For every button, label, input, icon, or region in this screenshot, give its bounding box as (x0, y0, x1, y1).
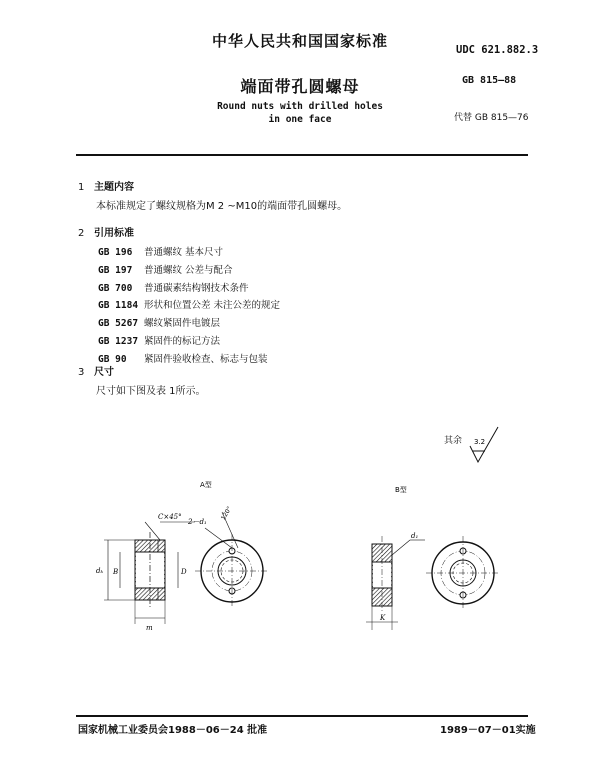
section-2-number: 2 (78, 228, 85, 239)
reference-item: GB 1184 形状和位置公差 未注公差的规定 (98, 300, 281, 312)
roughness-note-label: 其余 (444, 436, 463, 446)
reference-item: GB 700 普通碳素结构钢技术条件 (98, 282, 249, 294)
dim-m-label: m (146, 624, 153, 632)
section-1-text: 本标准规定了螺纹规格为M 2 ~M10的端面带孔圆螺母。 (96, 201, 348, 212)
document-title: 端面带孔圆螺母 (240, 77, 360, 96)
angle-label: 120° (219, 505, 234, 522)
section-3-number: 3 (78, 367, 85, 378)
standard-number: GB 815—88 (462, 75, 517, 86)
chamfer-label: C×45° (158, 513, 182, 521)
dim-d-label: D (181, 568, 187, 576)
english-title-line-1: Round nuts with drilled holes (217, 101, 383, 112)
reference-item: GB 196 普通螺纹 基本尺寸 (98, 247, 224, 258)
type-a-face-view (195, 512, 269, 608)
section-3-text: 尺寸如下图及表 1所示。 (96, 386, 206, 397)
issuing-authority: 中华人民共和国国家标准 (211, 32, 388, 50)
reference-item: GB 90 紧固件验收检查、标志与包装 (98, 353, 268, 365)
type-a-label: A型 (200, 481, 212, 489)
replaces-note: 代替 GB 815—76 (454, 113, 529, 123)
type-b-section-view (366, 536, 425, 630)
type-b-label: B型 (395, 486, 407, 494)
section-3-title: 尺寸 (94, 367, 114, 378)
roughness-value: 3.2 (474, 438, 486, 446)
effective-date: 1989－07－01实施 (440, 725, 536, 736)
dim-d1-label: d₁ (411, 532, 419, 540)
reference-item: GB 1237 紧固件的标记方法 (98, 335, 221, 347)
holes-label: 2－d₁ (188, 518, 207, 526)
section-1-title: 主题内容 (94, 182, 134, 193)
reference-item: GB 5267 螺纹紧固件电镀层 (98, 318, 221, 330)
reference-item: GB 197 普通螺纹 公差与配合 (98, 264, 233, 276)
footer-divider (76, 715, 528, 717)
english-title-line-2: in one face (268, 114, 332, 125)
type-b-face-view (426, 536, 500, 610)
section-2-title: 引用标准 (94, 228, 134, 239)
dim-dk-label: dₖ (96, 567, 104, 575)
approval-date: 国家机械工业委员会1988－06－24 批准 (78, 725, 268, 736)
section-1-number: 1 (78, 182, 85, 193)
dim-k-label: K (380, 614, 386, 622)
dim-b-label: B (113, 568, 119, 576)
udc-number: UDC 621.882.3 (456, 44, 539, 56)
